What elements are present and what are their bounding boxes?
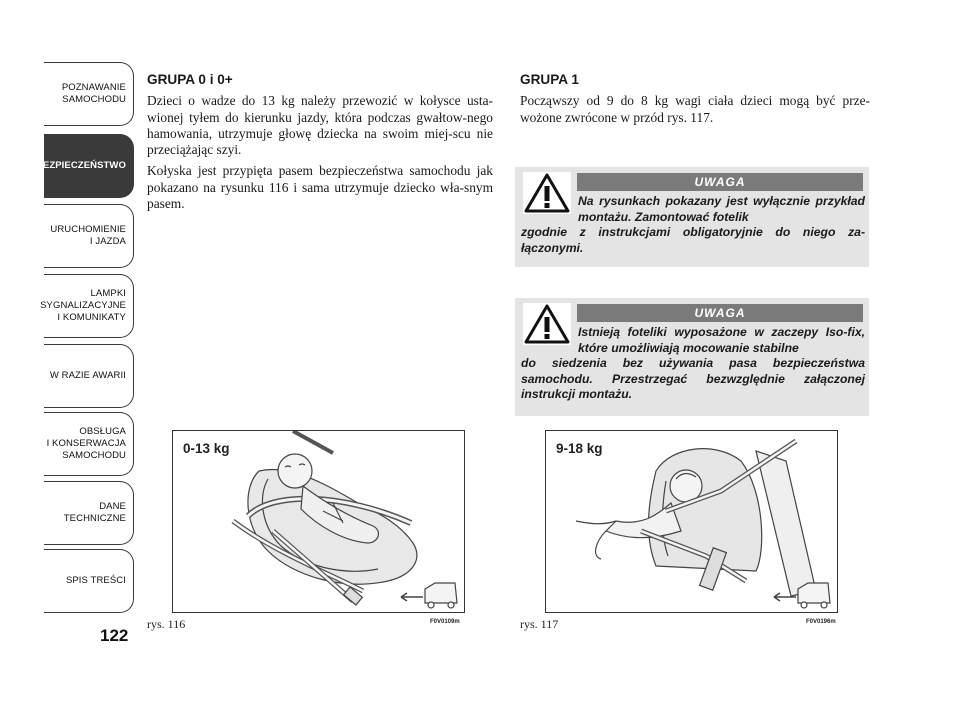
paragraph: Kołyska jest przypięta pasem bezpieczeństwa samochodu jak pokazano na rysunku 116 i sama utrzymuje dziecko wła-snym pasem. bbox=[147, 163, 493, 212]
figure-weight-label: 0-13 kg bbox=[183, 441, 230, 456]
tab-spis-tresci[interactable]: SPIS TREŚCI bbox=[44, 549, 134, 613]
figure-116 bbox=[172, 430, 465, 613]
warning-box bbox=[515, 298, 869, 416]
tab-obsluga-i-konserwacja[interactable]: OBSŁUGA I KONSERWACJA SAMOCHODU bbox=[44, 412, 134, 476]
warning-text-indented: Istnieją foteliki wyposażone w zaczepy Iso-fix, które umożliwiają mocowanie stabilne bbox=[578, 325, 865, 355]
left-column bbox=[147, 72, 493, 217]
tab-lampki-sygnalizacyjne[interactable]: LAMPKI SYGNALIZACYJNE I KOMUNIKATY bbox=[44, 274, 134, 338]
tab-uruchomienie-i-jazda[interactable]: URUCHOMIENIE I JAZDA bbox=[44, 204, 134, 268]
figure-117 bbox=[545, 430, 838, 613]
section-heading-grupa-0: GRUPA 0 i 0+ bbox=[147, 72, 233, 87]
warning-text bbox=[521, 325, 865, 403]
tab-bezpieczenstwo[interactable]: BEZPIECZEŃSTWO bbox=[44, 134, 134, 198]
right-column bbox=[520, 72, 870, 131]
figure-caption: rys. 116 bbox=[147, 617, 186, 631]
warning-text-indented: Na rysunkach pokazany jest wyłącznie przykład montażu. Zamontować fotelik bbox=[578, 194, 865, 224]
section-heading-grupa-1: GRUPA 1 bbox=[520, 72, 579, 87]
tab-dane-techniczne[interactable]: DANE TECHNICZNE bbox=[44, 481, 134, 545]
figure-code: F0V0196m bbox=[806, 619, 836, 625]
warning-text bbox=[521, 194, 865, 256]
forward-facing-seat-illustration bbox=[546, 431, 839, 614]
figure-code: F0V0109m bbox=[430, 619, 460, 625]
figure-caption: rys. 117 bbox=[520, 617, 559, 631]
figure-weight-label: 9-18 kg bbox=[556, 441, 603, 456]
rear-facing-carrier-illustration bbox=[173, 431, 466, 614]
warning-text-rest: zgodnie z instrukcjami obligatoryjnie do niego za-łączonymi. bbox=[521, 225, 865, 255]
page-number: 122 bbox=[100, 626, 129, 645]
paragraph: Dzieci o wadze do 13 kg należy przewozić w kołysce usta-wionej tyłem do kierunku jazdy, która podczas gwałtow-nego hamowania, utrzymuje głowę dziecka na swoim miej-scu nie przeciążając szyi. bbox=[147, 93, 493, 158]
tab-poznawanie-samochodu[interactable]: POZNAWANIE SAMOCHODU bbox=[44, 62, 134, 126]
tab-w-razie-awarii[interactable]: W RAZIE AWARII bbox=[44, 344, 134, 408]
warning-title: UWAGA bbox=[577, 304, 863, 322]
paragraph: Począwszy od 9 do 8 kg wagi ciała dzieci mogą być prze-wożone zwrócone w przód rys. 117. bbox=[520, 93, 870, 125]
warning-title: UWAGA bbox=[577, 173, 863, 191]
warning-box bbox=[515, 167, 869, 267]
warning-text-rest: do siedzenia bez używania pasa bezpieczeństwa samochodu. Przestrzegać bezwzględnie załączonej instrukcji montażu. bbox=[521, 356, 865, 402]
